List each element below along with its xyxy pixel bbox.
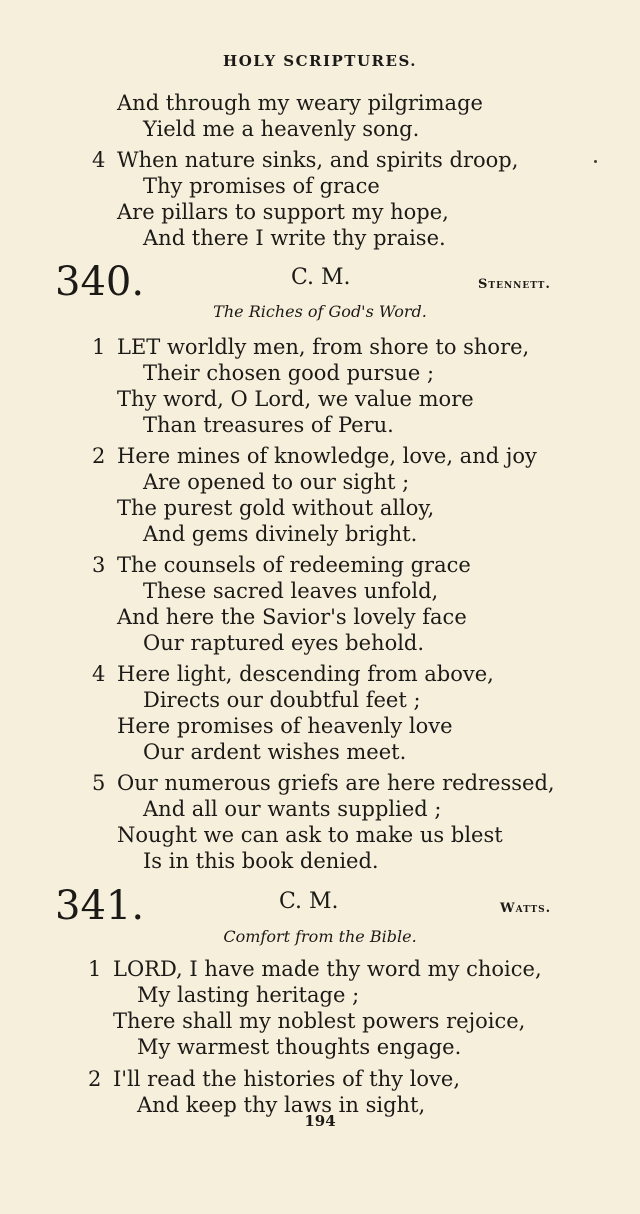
hymn-meter: C. M.	[279, 889, 339, 914]
hymn-title: Comfort from the Bible.	[223, 927, 417, 946]
verse-line: Our raptured eyes behold.	[143, 631, 425, 655]
stanza-number: 4	[92, 148, 106, 172]
stanza-number: 2	[88, 1067, 102, 1091]
verse-line: I'll read the histories of thy love,	[113, 1067, 461, 1091]
ink-speck	[594, 160, 597, 163]
page-number: 194	[304, 1112, 336, 1130]
verse-line: LET worldly men, from shore to shore,	[117, 335, 530, 359]
hymn-author: Watts.	[500, 901, 552, 916]
verse-line: LORD, I have made thy word my choice,	[113, 957, 542, 981]
verse-line: Thy promises of grace	[143, 174, 380, 198]
verse-line: And here the Savior's lovely face	[117, 605, 467, 629]
hymn-meter: C. M.	[291, 265, 351, 290]
verse-line: Here light, descending from above,	[117, 662, 494, 686]
verse-line: Their chosen good pursue ;	[143, 361, 435, 385]
verse-line: Our numerous griefs are here redressed,	[117, 771, 555, 795]
verse-line: The purest gold without alloy,	[117, 496, 435, 520]
stanza-number: 3	[92, 553, 106, 577]
verse-line: Nought we can ask to make us blest	[117, 823, 503, 847]
stanza-number: 5	[92, 771, 106, 795]
running-head: HOLY SCRIPTURES.	[223, 52, 417, 70]
verse-line: When nature sinks, and spirits droop,	[117, 148, 519, 172]
verse-line: Thy word, O Lord, we value more	[117, 387, 474, 411]
verse-line: Our ardent wishes meet.	[143, 740, 407, 764]
verse-line: Here promises of heavenly love	[117, 714, 453, 738]
verse-line: Are opened to our sight ;	[143, 470, 410, 494]
verse-line: And through my weary pilgrimage	[117, 91, 483, 115]
verse-line: These sacred leaves unfold,	[143, 579, 439, 603]
verse-line: Directs our doubtful feet ;	[143, 688, 421, 712]
verse-line: My warmest thoughts engage.	[137, 1035, 462, 1059]
verse-line: And there I write thy praise.	[143, 226, 446, 250]
verse-line: Are pillars to support my hope,	[117, 200, 449, 224]
verse-line: Than treasures of Peru.	[143, 413, 394, 437]
verse-line: There shall my noblest powers rejoice,	[113, 1009, 526, 1033]
stanza-number: 4	[92, 662, 106, 686]
stanza-number: 1	[92, 335, 106, 359]
verse-line: The counsels of redeeming grace	[117, 553, 471, 577]
verse-line: And keep thy laws in sight,	[137, 1093, 426, 1117]
verse-line: Yield me a heavenly song.	[143, 117, 420, 141]
hymn-author: Stennett.	[478, 277, 551, 292]
hymn-title: The Riches of God's Word.	[213, 302, 427, 321]
stanza-number: 2	[92, 444, 106, 468]
verse-line: And all our wants supplied ;	[143, 797, 442, 821]
verse-line: My lasting heritage ;	[137, 983, 360, 1007]
hymn-number: 340.	[55, 259, 145, 305]
verse-line: Here mines of knowledge, love, and joy	[117, 444, 537, 468]
hymn-number: 341.	[55, 883, 145, 929]
stanza-number: 1	[88, 957, 102, 981]
verse-line: Is in this book denied.	[143, 849, 379, 873]
verse-line: And gems divinely bright.	[143, 522, 418, 546]
